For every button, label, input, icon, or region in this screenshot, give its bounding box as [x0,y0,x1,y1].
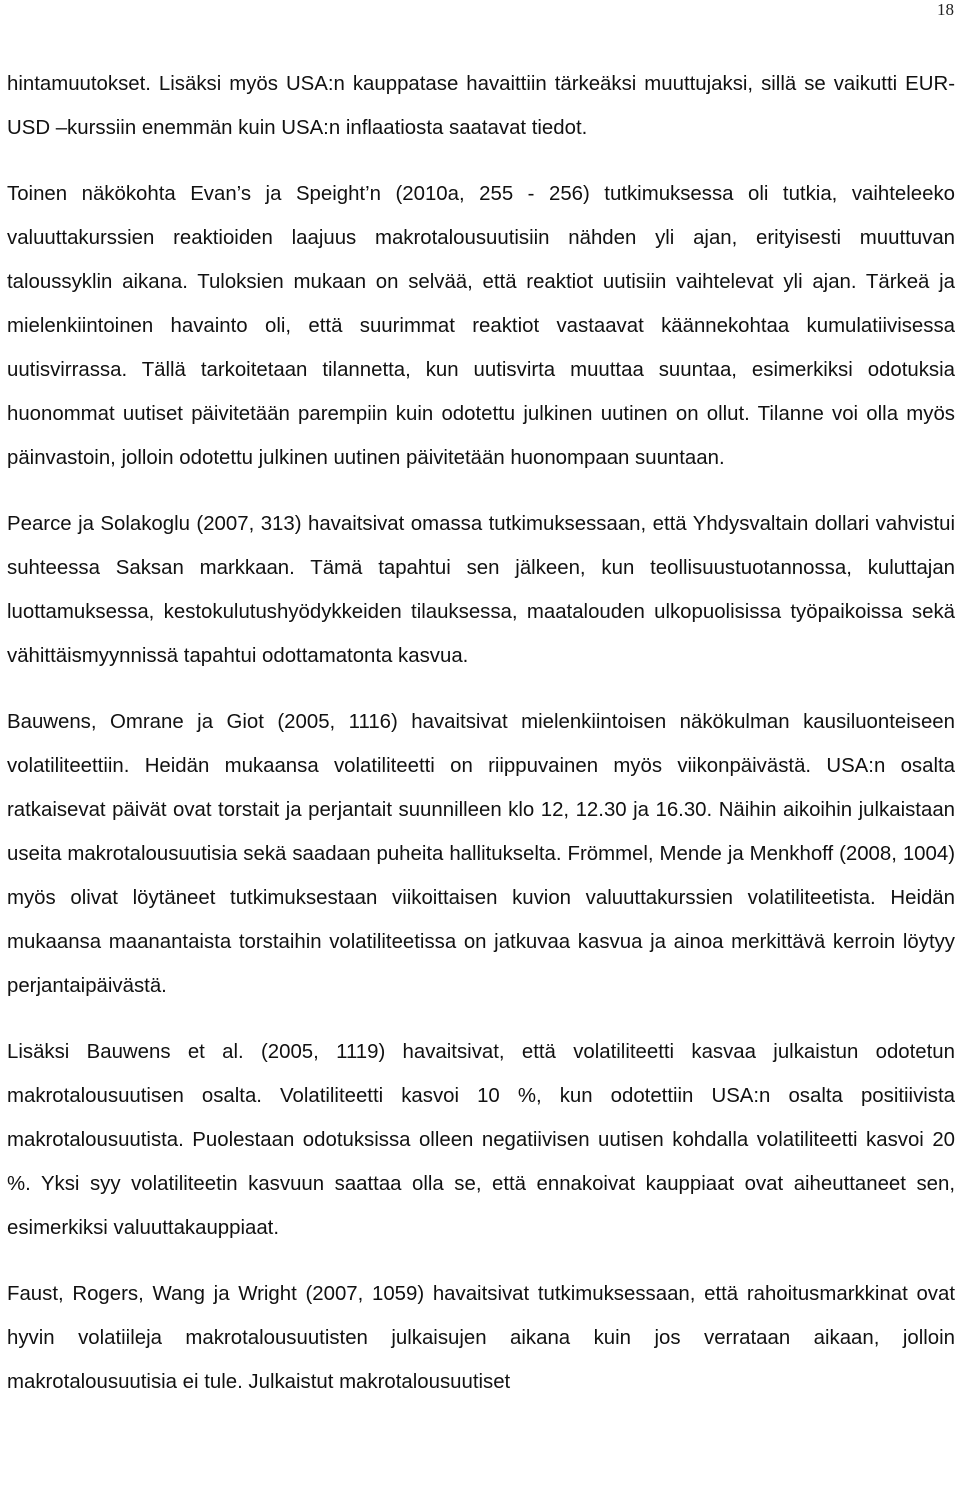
paragraph-pearce-solakoglu: Pearce ja Solakoglu (2007, 313) havaitsivat omassa tutkimuksessaan, että Yhdysvaltain dollari vahvistui suhteessa Saksan markkaan. Tämä tapahtui sen jälkeen, kun teollisuustuotannossa, kuluttajan luottamuksessa, kestokulutushyödykkeiden tilauksessa, maatalouden ulkopuolisissa työpaikoissa sekä vähittäismyynnissä tapahtui odottamatonta kasvua. [7,513,955,667]
document-body [7,62,955,1404]
paragraph-bauwens-volatility: Lisäksi Bauwens et al. (2005, 1119) havaitsivat, että volatiliteetti kasvaa julkaistun odotetun makrotalousuutisen osalta. Volatiliteetti kasvoi 10 %, kun odotettiin USA:n osalta positiivista makrotalousuutista. Puolestaan odotuksissa olleen negatiivisen uutisen kohdalla volatiliteetti kasvoi 20 %. Yksi syy volatiliteetin kasvuun saattaa olla se, että ennakoivat kauppiaat ovat aiheuttaneet sen, esimerkiksi valuuttakauppiaat. [7,1041,955,1239]
paragraph-evans-speight: Toinen näkökohta Evan’s ja Speight’n (2010a, 255 - 256) tutkimuksessa oli tutkia, vaihteleeko valuuttakurssien reaktioiden laajuus makrotalousuutisiin nähden yli ajan, erityisesti muuttuvan taloussyklin aikana. Tuloksien mukaan on selvää, että reaktiot uutisiin vaihtelevat yli ajan. Tärkeä ja mielenkiintoinen havainto oli, että suurimmat reaktiot vastaavat käännekohtaa kumulatiivisessa uutisvirrassa. Tällä tarkoitetaan tilannetta, kun uutisvirta muuttaa suuntaa, esimerkiksi odotuksia huonommat uutiset päivitetään parempiin kuin odotettu julkinen uutinen on ollut. Tilanne voi olla myös päinvastoin, jolloin odotettu julkinen uutinen päivitetään huonompaan suuntaan. [7,183,955,469]
page-number: 18 [937,0,954,19]
paragraph-faust-rogers: Faust, Rogers, Wang ja Wright (2007, 1059) havaitsivat tutkimuksessaan, että rahoitusmarkkinat ovat hyvin volatiileja makrotalousuutisten julkaisujen aikana kuin jos verrataan aikaan, jolloin makrotalousuutisia ei tule. Julkaistut makrotalousuutiset [7,1283,955,1393]
paragraph-continuation: hintamuutokset. Lisäksi myös USA:n kauppatase havaittiin tärkeäksi muuttujaksi, sillä se vaikutti EUR-USD –kurssiin enemmän kuin USA:n inflaatiosta saatavat tiedot. [7,73,955,139]
paragraph-bauwens-omrane-giot: Bauwens, Omrane ja Giot (2005, 1116) havaitsivat mielenkiintoisen näkökulman kausiluonteiseen volatiliteettiin. Heidän mukaansa volatiliteetti on riippuvainen myös viikonpäivästä. USA:n osalta ratkaisevat päivät ovat torstait ja perjantait suunnilleen klo 12, 12.30 ja 16.30. Näihin aikoihin julkaistaan useita makrotalousuutisia sekä saadaan puheita hallitukselta. Frömmel, Mende ja Menkhoff (2008, 1004) myös olivat löytäneet tutkimuksestaan viikoittaisen kuvion valuuttakurssien volatiliteetista. Heidän mukaansa maanantaista torstaihin volatiliteetissa on jatkuvaa kasvua ja ainoa merkittävä kerroin löytyy perjantaipäivästä. [7,711,955,997]
